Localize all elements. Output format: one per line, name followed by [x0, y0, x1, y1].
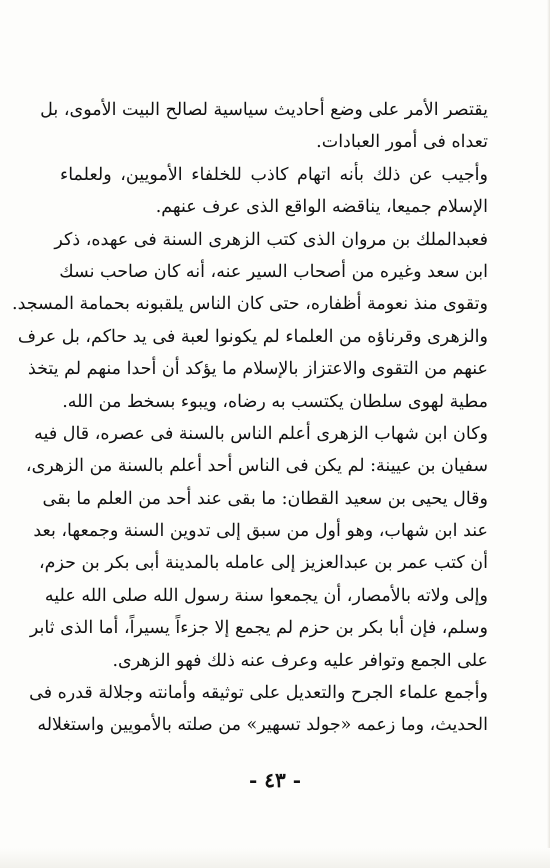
- scan-bottom-shadow: [0, 848, 550, 868]
- text-line: سفيان بن عيينة: لم يكن فى الناس أحد أعلم بالسنة من الزهرى،: [25, 456, 488, 477]
- text-line: يقتصر الأمر على وضع أحاديث سياسية لصالح البيت الأموى، بل: [40, 100, 488, 120]
- text-line: وإلى ولاته بالأمصار، أن يجمعوا سنة رسول الله صلى الله عليه: [44, 585, 488, 606]
- text-line: مطية لهوى سلطان يكتسب به رضاه، ويبوء بسخط من الله.: [62, 391, 488, 412]
- text-line: أن كتب عمر بن عبدالعزيز إلى عامله بالمدينة أبى بكر بن حزم،: [39, 553, 488, 574]
- text-line: الحديث، وما زعمه «جولد تسهير» من صلته بالأمويين واستغلاله: [37, 715, 488, 736]
- text-line: وقال يحيى بن سعيد القطان: ما بقى عند أحد من العلم ما بقى: [42, 488, 488, 509]
- text-line: الإسلام جميعا، يناقضه الواقع الذى عرف عنهم.: [155, 197, 488, 218]
- text-line: وسلم، فإن أبا بكر بن حزم لم يجمع إلا جزءاً يسيراً، أما الذى ثابر: [29, 618, 488, 639]
- page-number: - ٤٣ -: [248, 768, 301, 792]
- text-line: ابن سعد وغيره من أصحاب السير عنه، أنه كان صاحب نسك: [59, 261, 488, 282]
- text-line: تعداه فى أمور العبادات.: [316, 132, 488, 153]
- body-text: [12, 94, 488, 742]
- text-line: عنهم من التقوى والاعتزاز بالإسلام ما يؤكد أن أحدا منهم لم يتخذ: [27, 359, 488, 380]
- text-line: على الجمع وتوافر عليه وعرف عنه ذلك فهو الزهرى.: [112, 650, 488, 671]
- text-line: عند ابن شهاب، وهو أول من سبق إلى تدوين السنة وجمعها، بعد: [33, 521, 488, 542]
- text-line: وأجيب عن ذلك بأنه اتهام كاذب للخلفاء الأمويين، ولعلماء: [60, 164, 488, 185]
- text-line: والزهرى وقرناؤه من العلماء لم يكونوا لعبة فى يد حاكم، بل عرف: [17, 326, 488, 347]
- text-line: وأجمع علماء الجرح والتعديل على توثيقه وأمانته وجلالة قدره فى: [29, 683, 488, 704]
- text-line: وكان ابن شهاب الزهرى أعلم الناس بالسنة فى عصره، قال فيه: [34, 423, 488, 444]
- text-line: وتقوى منذ نعومة أظفاره، حتى كان الناس يلقبونه بحمامة المسجد.: [12, 294, 488, 315]
- text-line: فعبدالملك بن مروان الذى كتب الزهرى السنة فى عهده، ذكر: [54, 229, 488, 250]
